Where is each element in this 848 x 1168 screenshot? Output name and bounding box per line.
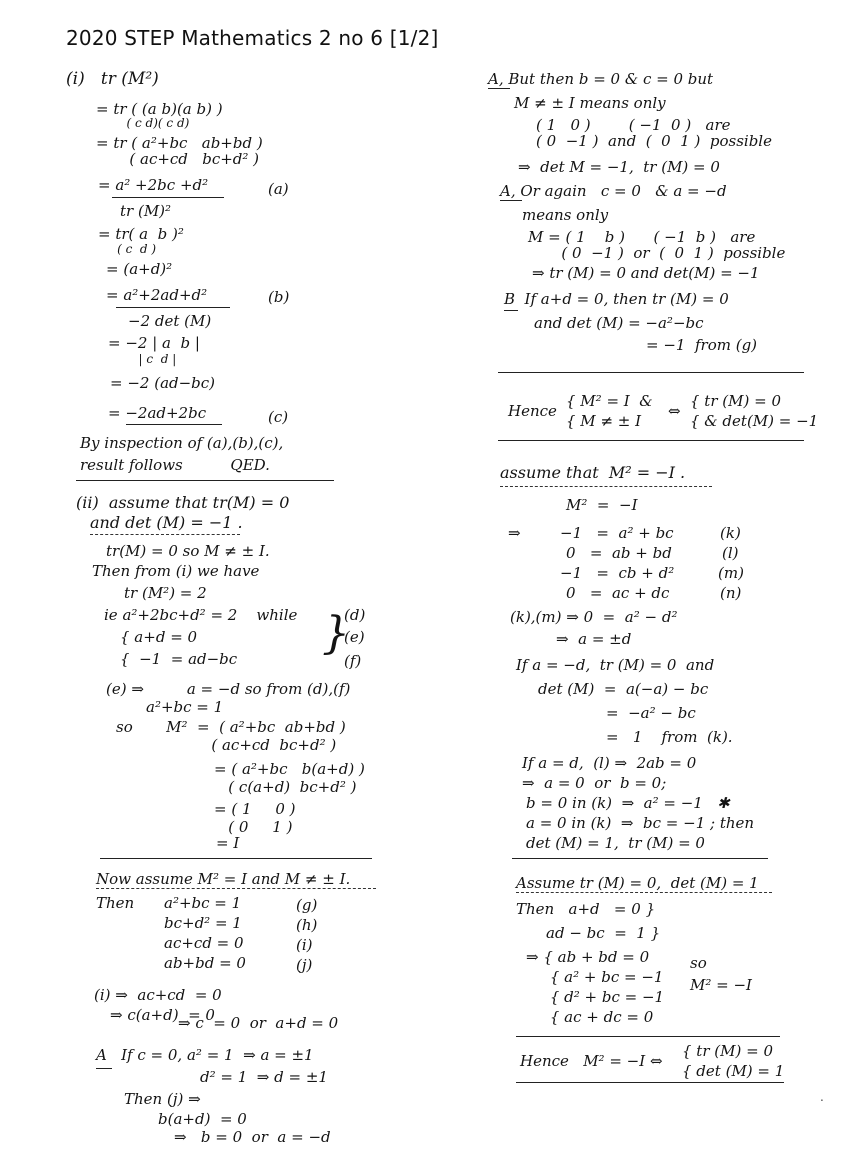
- handwritten-line: ( ac+cd bc+d² ): [96, 150, 260, 168]
- equation-label: (a): [268, 180, 289, 198]
- handwritten-brace: }: [322, 608, 350, 659]
- handwritten-line: a²+bc = 1: [146, 698, 224, 716]
- handwritten-line: Assume tr (M) = 0, det (M) = 1: [516, 874, 759, 892]
- handwritten-line: −1 = a² + bc: [560, 524, 674, 542]
- handwritten-line: −2 det (M): [128, 312, 212, 330]
- underline: [500, 200, 522, 201]
- handwritten-line: ⇒ tr (M) = 0 and det(M) = −1: [532, 264, 760, 282]
- handwritten-line: (i) ⇒ ac+cd = 0: [94, 986, 222, 1004]
- handwritten-line: tr (M²) = 2: [124, 584, 207, 602]
- handwritten-line: B If a+d = 0, then tr (M) = 0: [504, 290, 729, 308]
- handwritten-line: assume that M² = −I .: [500, 463, 686, 482]
- equation-label: (m): [718, 564, 744, 582]
- handwritten-line: ⇒ { ab + bd = 0: [526, 948, 650, 966]
- handwritten-line: = ( 1 0 ): [214, 800, 296, 818]
- underline: [504, 310, 518, 311]
- handwritten-line: { M ≠ ± I: [566, 412, 642, 430]
- handwritten-line: | c d |: [108, 352, 177, 366]
- handwritten-line: b = 0 in (k) ⇒ a² = −1 ✱: [526, 794, 730, 812]
- equation-label: (l): [722, 544, 739, 562]
- equation-label: (d): [344, 606, 366, 624]
- handwritten-line: d² = 1 ⇒ d = ±1: [200, 1068, 328, 1086]
- divider: [516, 1082, 784, 1083]
- handwritten-line: b(a+d) = 0: [158, 1110, 247, 1128]
- handwritten-line: 0 = ac + dc: [566, 584, 670, 602]
- handwritten-line: { a² + bc = −1: [526, 968, 664, 986]
- handwritten-line: A, Or again c = 0 & a = −d: [500, 182, 727, 200]
- handwritten-line: ( 0 −1 ) or ( 0 1 ) possible: [528, 244, 786, 262]
- handwritten-line: { ac + dc = 0: [526, 1008, 654, 1026]
- handwritten-line: = −2 (ad−bc): [110, 374, 216, 392]
- handwritten-line: = a² +2bc +d²: [98, 176, 209, 194]
- handwritten-line: ⇒ c(a+d) = 0: [110, 1006, 215, 1024]
- handwritten-line: { −1 = ad−bc: [120, 650, 238, 668]
- divider: [512, 858, 768, 859]
- handwritten-line: det (M) = a(−a) − bc: [538, 680, 709, 698]
- handwritten-line: Now assume M² = I and M ≠ ± I.: [96, 870, 351, 888]
- handwritten-line: { tr (M) = 0: [682, 1042, 773, 1060]
- equation-label: (j): [296, 956, 313, 974]
- handwritten-line: By inspection of (a),(b),(c),: [80, 434, 284, 452]
- handwritten-line: (e) ⇒ a = −d so from (d),(f): [106, 680, 351, 698]
- equation-label: (n): [720, 584, 742, 602]
- handwritten-line: M² = −I: [690, 976, 752, 994]
- handwritten-line: so: [690, 954, 707, 972]
- handwritten-line: means only: [522, 206, 609, 224]
- handwritten-line: = ( a²+bc b(a+d) ): [214, 760, 365, 778]
- handwritten-line: If a = −d, tr (M) = 0 and: [516, 656, 715, 674]
- equation-label: (b): [268, 288, 290, 306]
- divider: [498, 372, 804, 373]
- handwritten-line: { a+d = 0: [120, 628, 198, 646]
- handwritten-line: = a²+2ad+d²: [106, 286, 208, 304]
- handwritten-line: (k),(m) ⇒ 0 = a² − d²: [510, 608, 678, 626]
- handwritten-line: ⇒ c = 0 or a+d = 0: [178, 1014, 339, 1032]
- handwritten-line: ac+cd = 0: [164, 934, 244, 952]
- handwritten-line: ⇒ b = 0 or a = −d: [174, 1128, 331, 1146]
- divider: [516, 1036, 780, 1037]
- handwritten-line: = I: [216, 834, 240, 852]
- handwritten-line: { d² + bc = −1: [526, 988, 665, 1006]
- handwritten-line: so M² = ( a²+bc ab+bd ): [116, 718, 346, 736]
- handwritten-line: Hence M² = −I ⇔: [520, 1052, 663, 1070]
- handwritten-line: M ≠ ± I means only: [514, 94, 666, 112]
- handwritten-line: a²+bc = 1: [164, 894, 242, 912]
- handwritten-line: ( 1 0 ) ( −1 0 ) are: [536, 116, 731, 134]
- handwritten-line: 0 = ab + bd: [566, 544, 672, 562]
- handwritten-line: Then a+d = 0 }: [516, 900, 656, 918]
- underline: [488, 88, 510, 89]
- handwritten-line: Then (j) ⇒: [124, 1090, 201, 1108]
- equation-label: (c): [268, 408, 289, 426]
- handwritten-line: ( c d)( c d): [96, 116, 190, 130]
- handwritten-line: ⇔: [668, 402, 681, 420]
- handwritten-line: = tr ( a²+bc ab+bd ): [96, 134, 263, 152]
- handwritten-line: a = 0 in (k) ⇒ bc = −1 ; then: [526, 814, 755, 832]
- handwritten-line: M² = −I: [566, 496, 638, 514]
- equation-label: (e): [344, 628, 365, 646]
- scan-speck: .: [820, 1090, 824, 1104]
- dashed-underline: [500, 486, 712, 487]
- handwritten-line: Hence: [508, 402, 557, 420]
- handwritten-line: { tr (M) = 0: [690, 392, 781, 410]
- handwritten-line: ( 0 1 ): [214, 818, 293, 836]
- handwritten-line: ie a²+2bc+d² = 2 while: [104, 606, 298, 624]
- handwritten-line: ( c d ): [98, 242, 157, 256]
- handwritten-line: Then from (i) we have: [92, 562, 260, 580]
- handwritten-line: result follows QED.: [80, 456, 270, 474]
- handwritten-line: = tr ( (a b)(a b) ): [96, 100, 223, 118]
- handwritten-line: { & det(M) = −1: [690, 412, 819, 430]
- handwritten-line: tr(M) = 0 so M ≠ ± I.: [106, 542, 270, 560]
- handwritten-line: A, But then b = 0 & c = 0 but: [488, 70, 714, 88]
- equation-label: (k): [720, 524, 741, 542]
- handwritten-line: { det (M) = 1: [682, 1062, 785, 1080]
- handwritten-line: ad − bc = 1 }: [546, 924, 661, 942]
- dashed-underline: [516, 892, 772, 893]
- handwritten-line: M = ( 1 b ) ( −1 b ) are: [528, 228, 756, 246]
- handwritten-line: = (a+d)²: [106, 260, 173, 278]
- handwritten-line: −1 = cb + d²: [560, 564, 675, 582]
- handwritten-line: ⇒ det M = −1, tr (M) = 0: [518, 158, 720, 176]
- handwritten-line: ⇒ a = 0 or b = 0;: [522, 774, 667, 792]
- handwritten-line: bc+d² = 1: [164, 914, 242, 932]
- equation-label: (h): [296, 916, 318, 934]
- handwritten-line: = −2 | a b |: [108, 334, 200, 352]
- handwritten-line: (ii) assume that tr(M) = 0: [76, 493, 290, 512]
- handwritten-line: = −1 from (g): [646, 336, 758, 354]
- handwritten-line: ( 0 −1 ) and ( 0 1 ) possible: [536, 132, 772, 150]
- divider: [498, 440, 804, 441]
- page-title: 2020 STEP Mathematics 2 no 6 [1/2]: [66, 26, 439, 50]
- handwritten-line: = −2ad+2bc: [108, 404, 207, 422]
- handwritten-line: and det (M) = −a²−bc: [534, 314, 704, 332]
- handwritten-line: (i) tr (M²): [66, 69, 159, 89]
- handwritten-line: det (M) = 1, tr (M) = 0: [526, 834, 705, 852]
- equation-label: (f): [344, 652, 362, 670]
- equation-label: (i): [296, 936, 313, 954]
- handwritten-line: and det (M) = −1 .: [90, 513, 243, 532]
- handwritten-line: ab+bd = 0: [164, 954, 246, 972]
- handwritten-line: A If c = 0, a² = 1 ⇒ a = ±1: [96, 1046, 314, 1064]
- handwritten-line: ⇒ a = ±d: [556, 630, 632, 648]
- handwritten-line: Then: [96, 894, 135, 912]
- handwritten-line: ⇒: [508, 524, 521, 542]
- handwritten-line: tr (M)²: [120, 202, 172, 220]
- handwritten-line: = 1 from (k).: [606, 728, 733, 746]
- handwritten-line: { M² = I &: [566, 392, 653, 410]
- handwritten-line: ( ac+cd bc+d² ): [116, 736, 337, 754]
- equation-label: (g): [296, 896, 318, 914]
- handwritten-line: If a = d, (l) ⇒ 2ab = 0: [522, 754, 697, 772]
- handwritten-line: ( c(a+d) bc+d² ): [214, 778, 357, 796]
- handwritten-line: = −a² − bc: [606, 704, 696, 722]
- handwritten-line: = tr( a b )²: [98, 225, 184, 243]
